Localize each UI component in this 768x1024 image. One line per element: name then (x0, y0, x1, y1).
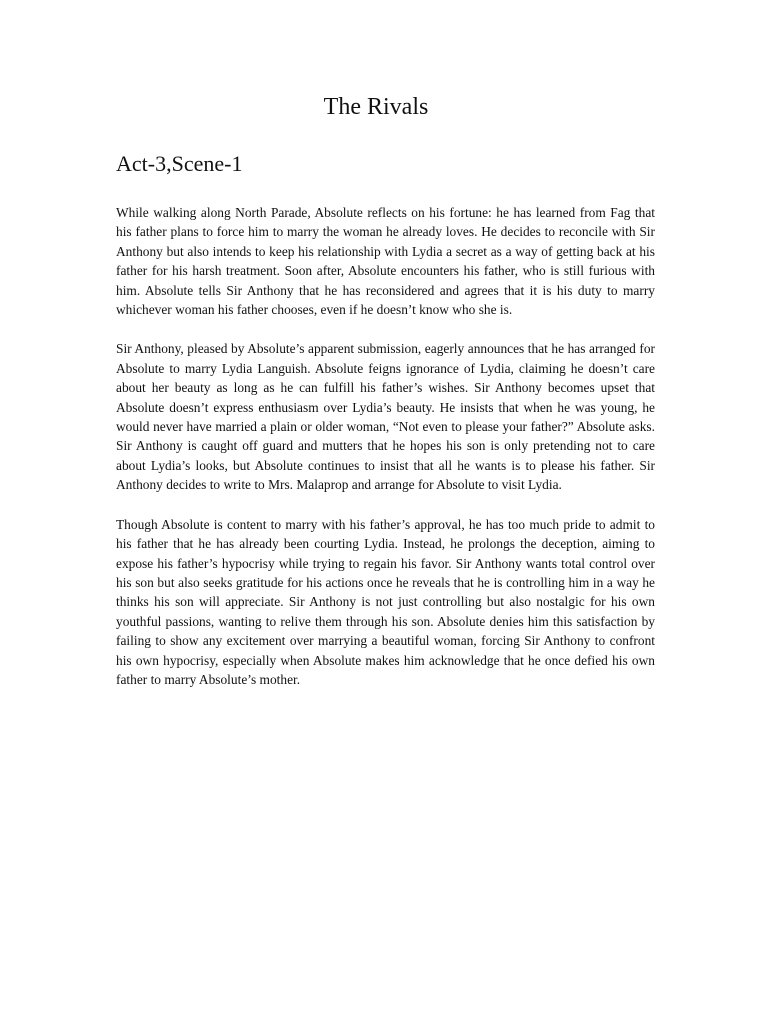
document-body (116, 203, 655, 709)
section-heading: Act-3,Scene-1 (116, 151, 243, 176)
paragraph-3: Though Absolute is content to marry with his father’s approval, he has too much pride to admit to his father that he has already been courting Lydia. Instead, he prolongs the deception, aiming to expose his father’s hypocrisy while trying to regain his favor. Sir Anthony wants total control over his son but also seeks gratitude for his actions once he reveals that he is controlling him in a way he thinks his son will appreciate. Sir Anthony is not just controlling but also nostalgic for his own youthful passions, wanting to relive them through his son. Absolute denies him this satisfaction by failing to show any excitement over marrying a beautiful woman, forcing Sir Anthony to confront his own hypocrisy, especially when Absolute makes him acknowledge that he once defied his own father to marry Absolute’s mother. (116, 516, 655, 687)
paragraph-1: While walking along North Parade, Absolute reflects on his fortune: he has learned from Fag that his father plans to force him to marry the woman he already loves. He decides to reconcile with Sir Anthony but also intends to keep his relationship with Lydia a secret as a way of getting back at his father for his harsh treatment. Soon after, Absolute encounters his father, who is still furious with him. Absolute tells Sir Anthony that he has reconsidered and agrees that it is his duty to marry whichever woman his father chooses, even if he doesn’t know who she is. (116, 205, 655, 318)
document-title: The Rivals (323, 94, 429, 120)
paragraph-2: Sir Anthony, pleased by Absolute’s apparent submission, eagerly announces that he has arranged for Absolute to marry Lydia Languish. Absolute feigns ignorance of Lydia, claiming he doesn’t care about her beauty as long as he can fulfill his father’s wishes. Sir Anthony becomes upset that Absolute doesn’t express enthusiasm over Lydia’s beauty. He insists that when he was young, he would never have married a plain or older woman, “Not even to please your father?” Absolute asks. Sir Anthony is caught off guard and mutters that he hopes his son is only pretending not to care about Lydia’s looks, but Absolute continues to insist that all he wants is to please his father. Sir Anthony decides to write to Mrs. Malaprop and arrange for Absolute to visit Lydia. (116, 341, 655, 493)
